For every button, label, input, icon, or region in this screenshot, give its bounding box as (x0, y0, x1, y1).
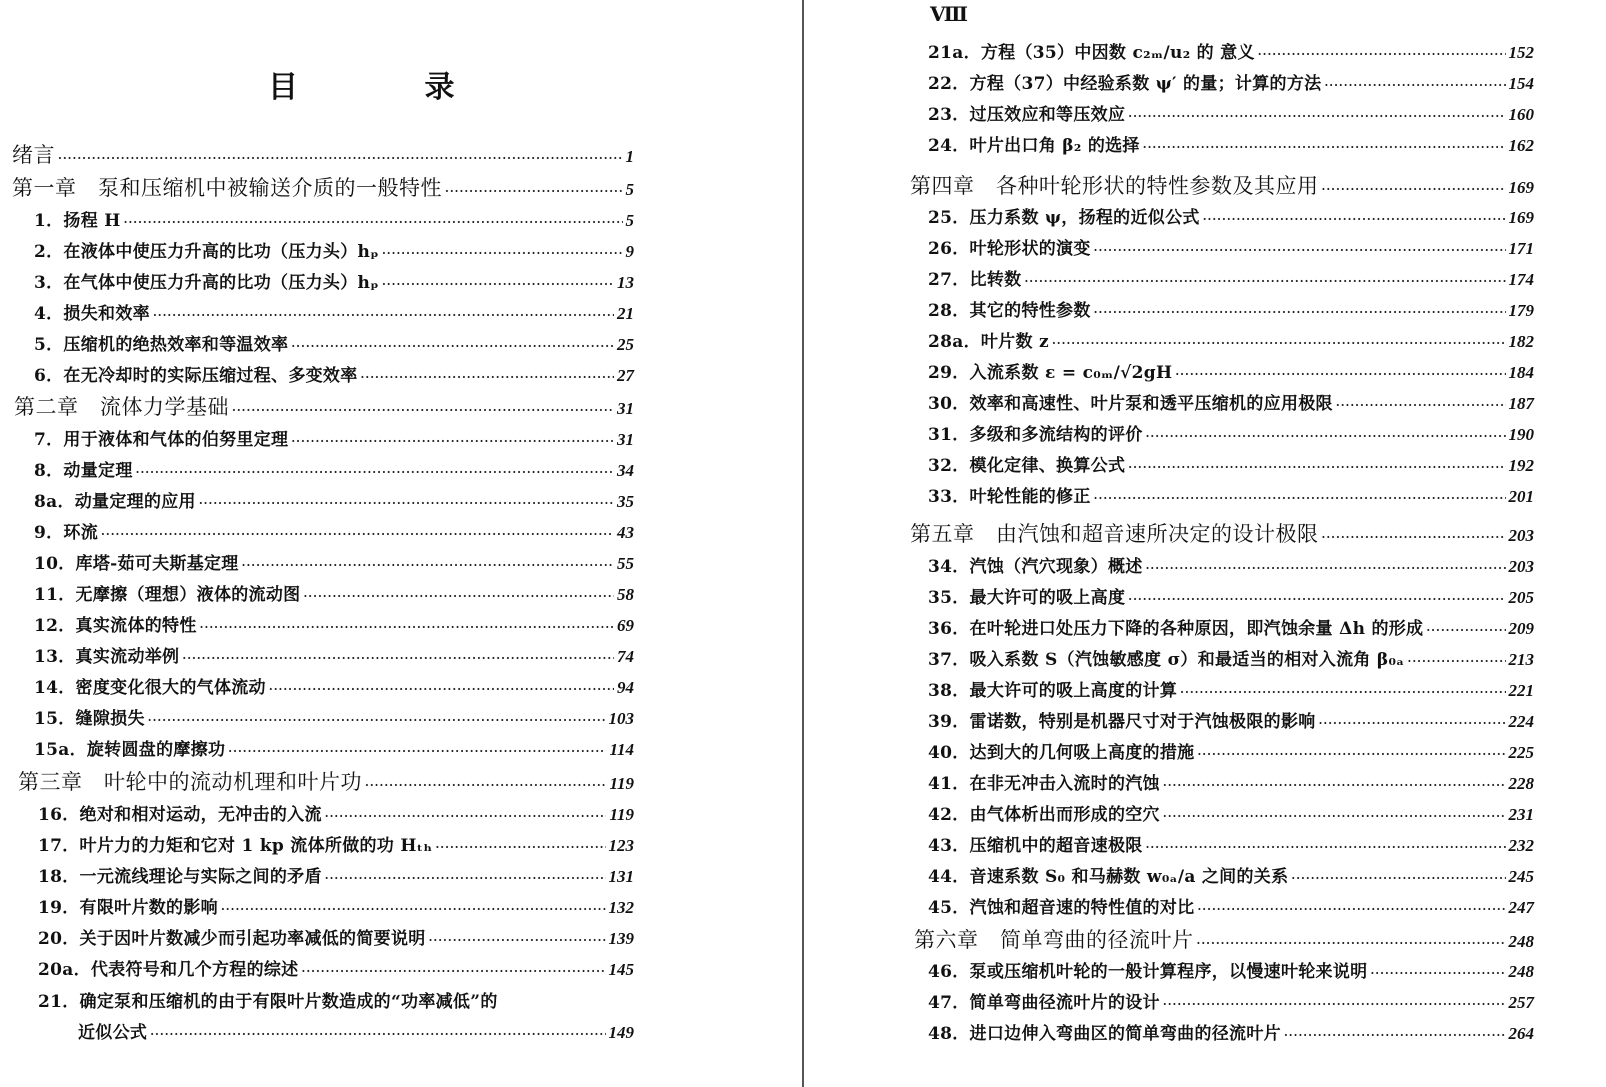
dot-leader (435, 833, 605, 863)
dot-leader (1370, 959, 1505, 989)
dot-leader (382, 239, 623, 269)
toc-entry-page: 154 (1508, 74, 1534, 93)
toc-entry-label: 近似公式 (78, 1023, 148, 1043)
dot-leader (1146, 554, 1506, 584)
dot-leader (429, 926, 606, 956)
toc-section-entry[interactable] (928, 957, 1534, 987)
toc-section-entry[interactable] (928, 614, 1534, 644)
toc-entry-label: 8．动量定理 (34, 461, 133, 481)
toc-section-entry[interactable] (34, 299, 634, 329)
toc-entry-label: 37．吸入系数 S（汽蚀敏感度 σ）和最适当的相对入流角 β₀ₐ (928, 650, 1405, 670)
toc-entry-page: 179 (1508, 301, 1534, 320)
dot-leader (445, 177, 623, 207)
toc-entry-page: 245 (1508, 867, 1534, 886)
dot-leader (1094, 298, 1506, 328)
dot-leader (1180, 678, 1505, 708)
toc-section-entry[interactable] (38, 862, 634, 892)
dot-leader (58, 144, 623, 174)
toc-section-entry[interactable] (928, 482, 1534, 512)
toc-section-entry[interactable] (928, 203, 1534, 233)
dot-leader (1175, 360, 1505, 390)
toc-entry-label: 第四章 各种叶轮形状的特性参数及其应用 (910, 174, 1319, 198)
dot-leader (150, 1020, 605, 1050)
dot-leader (136, 458, 614, 488)
toc-section-entry[interactable] (34, 487, 634, 517)
toc-section-entry[interactable] (38, 987, 634, 1017)
toc-entry-label: 12．真实流体的特性 (34, 616, 197, 636)
toc-entry-page: 174 (1508, 270, 1534, 289)
toc-section-entry[interactable] (34, 642, 634, 672)
toc-entry-label: 21a．方程（35）中因数 c₂ₘ/u₂ 的 意义 (928, 43, 1255, 63)
toc-entry-label: 1．扬程 H (34, 211, 121, 231)
toc-entry-label: 20．关于因叶片数减少而引起功率减低的简要说明 (38, 929, 426, 949)
toc-entry-page: 74 (617, 647, 634, 666)
toc-section-entry[interactable] (34, 361, 634, 391)
dot-leader (228, 737, 606, 767)
toc-entry-label: 19．有限叶片数的影响 (38, 898, 218, 918)
toc-entry-page: 228 (1508, 774, 1534, 793)
toc-entry-label: 41．在非无冲击入流时的汽蚀 (928, 774, 1160, 794)
page-number: Ⅷ (930, 2, 965, 26)
toc-entry-label: 16．绝对和相对运动，无冲击的入流 (38, 805, 322, 825)
toc-entry-page: 213 (1508, 650, 1534, 669)
toc-chapter-entry[interactable] (12, 140, 634, 170)
toc-entry-page: 55 (617, 554, 634, 573)
toc-entry-label: 29．入流系数 ε = c₀ₘ/√2gH (928, 363, 1173, 383)
toc-entry-label: 5．压缩机的绝热效率和等温效率 (34, 335, 289, 355)
dot-leader (291, 427, 614, 457)
dot-leader (221, 895, 606, 925)
toc-entry-page: 201 (1508, 487, 1534, 506)
toc-entry-label: 23．过压效应和等压效应 (928, 105, 1126, 125)
toc-section-entry[interactable] (928, 893, 1534, 923)
toc-entry-label: 40．达到大的几何吸上高度的措施 (928, 743, 1195, 763)
toc-section-entry[interactable] (928, 676, 1534, 706)
toc-entry-page: 132 (608, 898, 634, 917)
toc-entry-page: 248 (1508, 932, 1534, 951)
toc-section-entry[interactable] (928, 100, 1534, 130)
toc-entry-page: 264 (1508, 1024, 1534, 1043)
toc-entry-label: 14．密度变化很大的气体流动 (34, 678, 266, 698)
dot-leader (1203, 205, 1506, 235)
toc-entry-label: 18．一元流线理论与实际之间的矛盾 (38, 867, 322, 887)
toc-entry-label: 28．其它的特性参数 (928, 301, 1091, 321)
dot-leader (1163, 771, 1506, 801)
dot-leader (1197, 929, 1506, 959)
toc-entry-label: 15a．旋转圆盘的摩擦功 (34, 740, 226, 760)
toc-section-entry[interactable] (38, 924, 634, 954)
toc-entry-page: 162 (1508, 136, 1534, 155)
toc-entry-label: 28a．叶片数 z (928, 332, 1049, 352)
dot-leader (1322, 175, 1506, 205)
toc-entry-label: 25．压力系数 ψ，扬程的近似公式 (928, 208, 1200, 228)
toc-section-entry[interactable] (928, 831, 1534, 861)
toc-entry-page: 31 (617, 399, 634, 418)
toc-entry-label: 6．在无冷却时的实际压缩过程、多变效率 (34, 366, 358, 386)
dot-leader (1336, 391, 1506, 421)
toc-entry-label: 31．多级和多流结构的评价 (928, 425, 1143, 445)
toc-section-entry[interactable] (38, 893, 634, 923)
toc-section-entry[interactable] (928, 327, 1534, 357)
dot-leader (361, 363, 614, 393)
toc-section-entry[interactable] (928, 451, 1534, 481)
toc-entry-page: 43 (617, 523, 634, 542)
toc-section-entry[interactable] (928, 38, 1534, 68)
toc-section-entry[interactable] (928, 1019, 1534, 1049)
toc-chapter-entry[interactable] (910, 171, 1534, 201)
toc-section-entry[interactable] (928, 645, 1534, 675)
toc-section-entry[interactable] (34, 456, 634, 486)
toc-entry-page: 225 (1508, 743, 1534, 762)
toc-entry-page: 192 (1508, 456, 1534, 475)
dot-leader (1197, 740, 1505, 770)
toc-entry-page: 184 (1508, 363, 1534, 382)
dot-leader (242, 551, 614, 581)
toc-entry-page: 152 (1508, 43, 1534, 62)
toc-entry-label: 13．真实流动举例 (34, 647, 180, 667)
toc-entry-label: 34．汽蚀（汽穴现象）概述 (928, 557, 1143, 577)
toc-chapter-entry[interactable] (18, 767, 634, 797)
dot-leader (303, 582, 614, 612)
toc-entry-page: 131 (608, 867, 634, 886)
toc-section-entry[interactable] (34, 580, 634, 610)
toc-entry-page: 169 (1508, 208, 1534, 227)
toc-entry-label: 35．最大许可的吸上高度 (928, 588, 1126, 608)
toc-entry-label: 第六章 简单弯曲的径流叶片 (914, 928, 1194, 952)
toc-entry-label: 21．确定泵和压缩机的由于有限叶片数造成的“功率减低”的 (38, 992, 498, 1012)
toc-entry-label: 20a．代表符号和几个方程的综述 (38, 960, 299, 980)
toc-entry-page: 224 (1508, 712, 1534, 731)
toc-entry-label: 2．在液体中使压力升高的比功（压力头）hₚ (34, 242, 379, 262)
dot-leader (124, 208, 623, 238)
dot-leader (1322, 523, 1506, 553)
toc-entry-page: 221 (1508, 681, 1534, 700)
toc-entry-label: 10．库塔-茹可夫斯基定理 (34, 554, 239, 574)
toc-entry-page: 187 (1508, 394, 1534, 413)
toc-section-entry[interactable] (928, 769, 1534, 799)
toc-entry-label: 42．由气体析出而形成的空穴 (928, 805, 1160, 825)
dot-leader (1291, 864, 1505, 894)
toc-entry-page: 13 (617, 273, 634, 292)
toc-entry-label: 8a．动量定理的应用 (34, 492, 196, 512)
toc-entry-label: 第五章 由汽蚀和超音速所决定的设计极限 (910, 522, 1319, 546)
dot-leader (1258, 40, 1506, 70)
toc-entry-label: 4．损失和效率 (34, 304, 150, 324)
dot-leader (325, 802, 607, 832)
dot-leader (1426, 616, 1505, 646)
toc-entry-page: 203 (1508, 526, 1534, 545)
toc-entry-page: 69 (617, 616, 634, 635)
dot-leader (1324, 71, 1505, 101)
dot-leader (365, 771, 606, 801)
dot-leader (232, 396, 614, 426)
toc-section-entry[interactable] (34, 673, 634, 703)
toc-section-entry[interactable] (928, 552, 1534, 582)
toc-section-entry[interactable] (34, 330, 634, 360)
toc-section-entry[interactable] (34, 268, 634, 298)
toc-entry-page: 247 (1508, 898, 1534, 917)
toc-chapter-entry[interactable] (14, 392, 634, 422)
dot-leader (301, 957, 605, 987)
toc-section-entry[interactable] (34, 735, 634, 765)
dot-leader (1024, 267, 1505, 297)
toc-entry-page: 182 (1508, 332, 1534, 351)
toc-section-entry[interactable] (38, 831, 634, 861)
dot-leader (101, 520, 614, 550)
toc-section-entry[interactable] (34, 206, 634, 236)
toc-entry-label: 22．方程（37）中经验系数 ψ′ 的量；计算的方法 (928, 74, 1322, 94)
toc-section-entry[interactable] (34, 425, 634, 455)
toc-entry-label: 11．无摩擦（理想）液体的流动图 (34, 585, 301, 605)
toc-section-entry[interactable] (928, 738, 1534, 768)
toc-entry-page: 232 (1508, 836, 1534, 855)
toc-entry-label: 27．比转数 (928, 270, 1022, 290)
toc-entry-page: 160 (1508, 105, 1534, 124)
toc-section-entry[interactable] (928, 800, 1534, 830)
toc-entry-page: 231 (1508, 805, 1534, 824)
toc-entry-label: 7．用于液体和气体的伯努里定理 (34, 430, 289, 450)
toc-section-entry[interactable] (928, 862, 1534, 892)
toc-entry-page: 145 (608, 960, 634, 979)
toc-entry-label: 9．环流 (34, 523, 99, 543)
toc-entry-label: 46．泵或压缩机叶轮的一般计算程序，以慢速叶轮来说明 (928, 962, 1368, 982)
dot-leader (269, 675, 614, 705)
dot-leader (382, 270, 614, 300)
toc-section-entry[interactable] (34, 704, 634, 734)
dot-leader (1146, 422, 1506, 452)
toc-entry-page: 27 (617, 366, 634, 385)
toc-section-entry[interactable] (38, 955, 634, 985)
toc-section-entry[interactable] (34, 237, 634, 267)
toc-entry-label: 47．简单弯曲径流叶片的设计 (928, 993, 1160, 1013)
toc-section-entry[interactable] (928, 234, 1534, 264)
dot-leader (153, 301, 614, 331)
dot-leader (1094, 484, 1506, 514)
dot-leader (200, 613, 614, 643)
toc-entry-label: 33．叶轮性能的修正 (928, 487, 1091, 507)
toc-section-entry[interactable] (34, 611, 634, 641)
toc-entry-page: 58 (617, 585, 634, 604)
toc-entry-page: 203 (1508, 557, 1534, 576)
toc-entry-label: 3．在气体中使压力升高的比功（压力头）hₚ (34, 273, 379, 293)
toc-chapter-entry[interactable] (914, 925, 1534, 955)
toc-entry-page: 25 (617, 335, 634, 354)
toc-entry-label: 第二章 流体力学基础 (14, 395, 229, 419)
toc-entry-page: 1 (625, 147, 634, 166)
dot-leader (1163, 990, 1506, 1020)
toc-section-entry[interactable] (928, 265, 1534, 295)
page-divider (802, 0, 804, 1087)
toc-entry-label: 43．压缩机中的超音速极限 (928, 836, 1143, 856)
dot-leader (1052, 329, 1506, 359)
toc-entry-label: 17．叶片力的力矩和它对 1 kp 流体所做的功 Hₜₕ (38, 836, 433, 856)
toc-entry-page: 248 (1508, 962, 1534, 981)
toc-section-entry[interactable] (34, 549, 634, 579)
dot-leader (1407, 647, 1505, 677)
toc-entry-label: 44．音速系数 S₀ 和马赫数 w₀ₐ/a 之间的关系 (928, 867, 1289, 887)
toc-title: 目 录 (268, 70, 513, 105)
toc-section-entry[interactable] (928, 583, 1534, 613)
toc-entry-page: 209 (1508, 619, 1534, 638)
toc-section-entry[interactable] (928, 420, 1534, 450)
toc-entry-page: 34 (617, 461, 634, 480)
dot-leader (325, 864, 606, 894)
dot-leader (1146, 833, 1506, 863)
toc-entry-page: 94 (617, 678, 634, 697)
dot-leader (1284, 1021, 1506, 1051)
toc-entry-label: 第一章 泵和压缩机中被输送介质的一般特性 (12, 176, 442, 200)
toc-entry-label: 36．在叶轮进口处压力下降的各种原因，即汽蚀余量 Δh 的形成 (928, 619, 1424, 639)
toc-entry-page: 5 (625, 211, 634, 230)
toc-entry-page: 169 (1508, 178, 1534, 197)
toc-section-entry[interactable] (928, 296, 1534, 326)
toc-entry-page: 35 (617, 492, 634, 511)
toc-section-entry[interactable] (928, 131, 1534, 161)
toc-entry-label: 32．模化定律、换算公式 (928, 456, 1126, 476)
toc-section-entry[interactable] (928, 389, 1534, 419)
toc-entry-label: 38．最大许可的吸上高度的计算 (928, 681, 1178, 701)
toc-entry-page: 171 (1508, 239, 1534, 258)
toc-entry-page: 114 (609, 740, 634, 759)
dot-leader (1163, 802, 1506, 832)
toc-entry-page: 257 (1508, 993, 1534, 1012)
toc-entry-page: 190 (1508, 425, 1534, 444)
toc-entry-label: 48．进口边伸入弯曲区的简单弯曲的径流叶片 (928, 1024, 1281, 1044)
toc-section-entry[interactable] (78, 1018, 634, 1048)
dot-leader (1128, 453, 1505, 483)
toc-section-entry[interactable] (928, 358, 1534, 388)
toc-entry-page: 5 (625, 180, 634, 199)
dot-leader (1128, 585, 1505, 615)
toc-entry-label: 26．叶轮形状的演变 (928, 239, 1091, 259)
toc-entry-label: 第三章 叶轮中的流动机理和叶片功 (18, 770, 362, 794)
toc-section-entry[interactable] (34, 518, 634, 548)
toc-entry-page: 205 (1508, 588, 1534, 607)
toc-entry-label: 39．雷诺数，特别是机器尺寸对于汽蚀极限的影响 (928, 712, 1316, 732)
toc-entry-label: 45．汽蚀和超音速的特性值的对比 (928, 898, 1195, 918)
toc-entry-label: 绪言 (12, 143, 55, 167)
toc-chapter-entry[interactable] (12, 173, 634, 203)
toc-entry-page: 103 (608, 709, 634, 728)
toc-entry-page: 139 (608, 929, 634, 948)
dot-leader (1319, 709, 1506, 739)
toc-entry-page: 9 (625, 242, 634, 261)
toc-entry-page: 21 (617, 304, 634, 323)
toc-chapter-entry[interactable] (910, 519, 1534, 549)
toc-section-entry[interactable] (928, 988, 1534, 1018)
toc-entry-page: 119 (609, 774, 634, 793)
toc-entry-label: 30．效率和高速性、叶片泵和透平压缩机的应用极限 (928, 394, 1333, 414)
dot-leader (148, 706, 606, 736)
toc-entry-label: 24．叶片出口角 β₂ 的选择 (928, 136, 1140, 156)
dot-leader (291, 332, 614, 362)
dot-leader (182, 644, 614, 674)
toc-section-entry[interactable] (928, 707, 1534, 737)
toc-entry-page: 149 (608, 1023, 634, 1042)
toc-entry-label: 15．缝隙损失 (34, 709, 145, 729)
dot-leader (1094, 236, 1506, 266)
toc-section-entry[interactable] (928, 69, 1534, 99)
dot-leader (1197, 895, 1505, 925)
toc-section-entry[interactable] (38, 800, 634, 830)
toc-entry-page: 31 (617, 430, 634, 449)
dot-leader (199, 489, 614, 519)
toc-entry-page: 119 (609, 805, 634, 824)
toc-entry-page: 123 (608, 836, 634, 855)
dot-leader (1128, 102, 1505, 132)
dot-leader (1143, 133, 1506, 163)
